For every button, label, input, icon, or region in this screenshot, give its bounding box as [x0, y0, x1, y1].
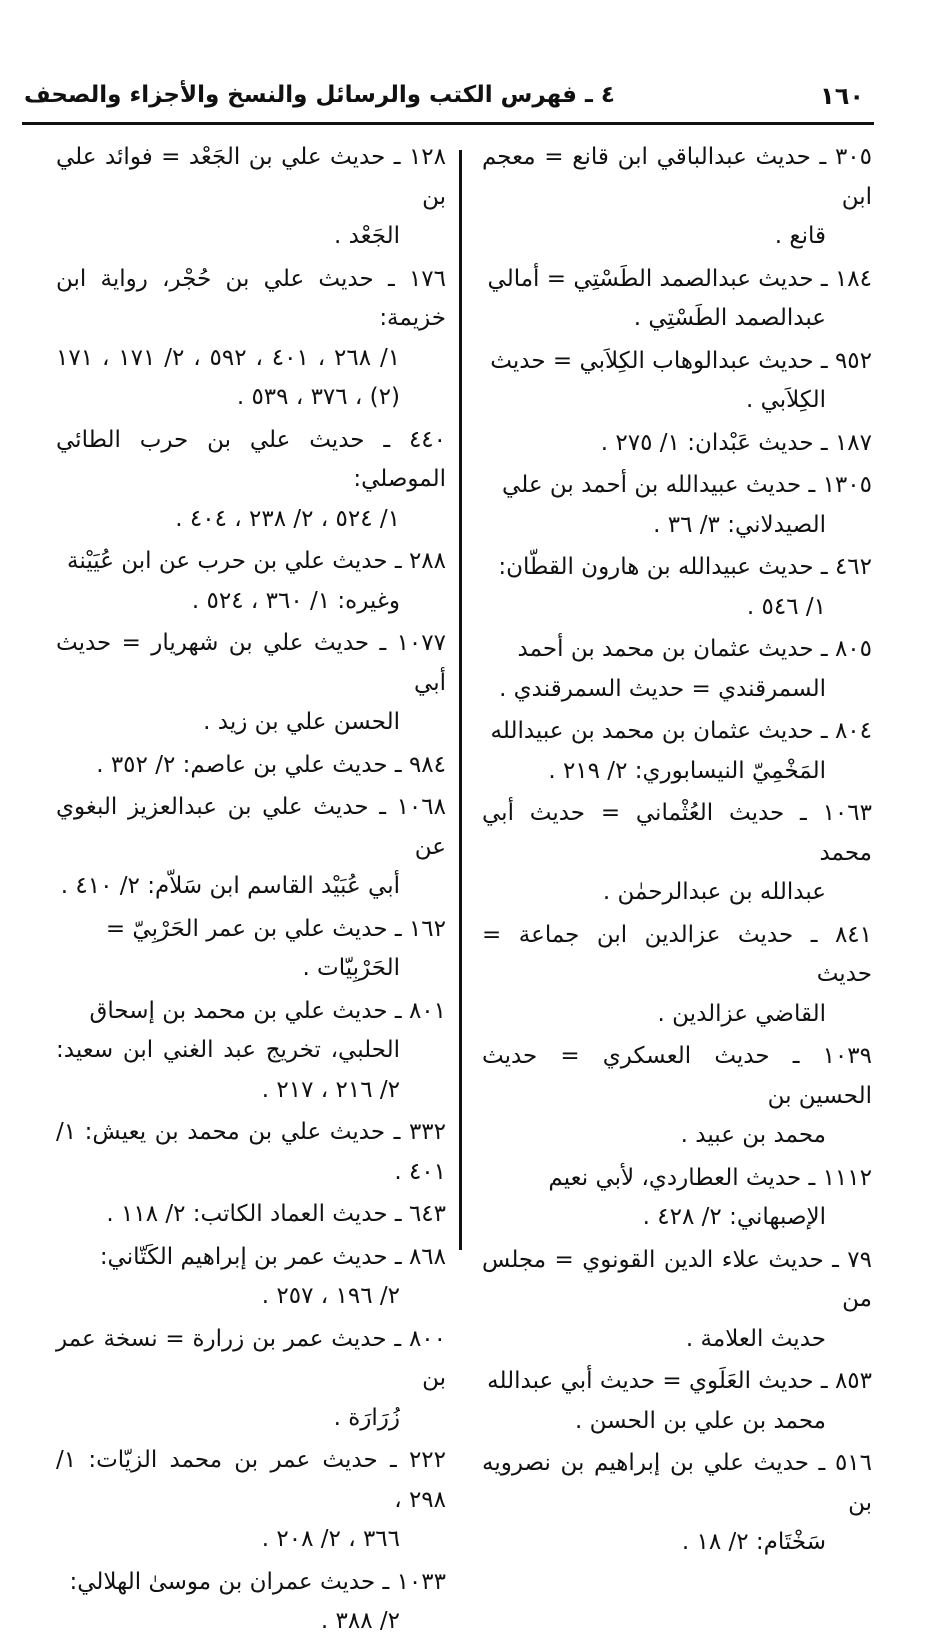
index-entry-text: ١٦٢ ـ حديث علي بن عمر الحَرْبِيّ =: [105, 915, 446, 942]
index-entry: [482, 138, 872, 257]
index-entry-text: ٦٤٣ ـ حديث العماد الكاتب: ٢/ ١١٨ .: [106, 1201, 446, 1227]
index-entry-text: ٢٨٨ ـ حديث علي بن حرب عن ابن عُيَيْنة: [67, 548, 446, 574]
index-entry-text: ٨٠٥ ـ حديث عثمان بن محمد بن أحمد: [517, 636, 872, 662]
index-entry-text: ٨٠١ ـ حديث علي بن محمد بن إسحاق: [89, 997, 446, 1024]
index-entry-continuation: وغيره: ١/ ٣٦٠ ، ٥٢٤ .: [191, 587, 400, 614]
index-entry-text: ٨٦٨ ـ حديث عمر بن إبراهيم الكَتّاني:: [99, 1243, 446, 1270]
index-entry: [56, 788, 446, 907]
index-entry-text: ٧٩ ـ حديث علاء الدين القونوي = مجلس من: [482, 1246, 872, 1312]
index-entry: [482, 1159, 872, 1238]
index-entry: [482, 712, 872, 791]
index-entry-text: ١٠٣٣ ـ حديث عمران بن موسىٰ الهلالي:: [69, 1568, 446, 1595]
index-entry: [482, 424, 872, 464]
index-entry: [482, 794, 872, 913]
index-entry-continuation: أبي عُبَيْد القاسم ابن سَلاّم: ٢/ ٤١٠ .: [60, 873, 400, 899]
index-entry-text: ٨٤١ ـ حديث عزالدين ابن جماعة = حديث: [482, 921, 872, 987]
index-entry-continuation: سَخْتَام: ٢/ ١٨ .: [681, 1529, 826, 1555]
index-entry-continuation: الجَعْد .: [333, 223, 400, 249]
index-entry-text: ١٨٧ ـ حديث عَبْدان: ١/ ٢٧٥ .: [600, 429, 872, 456]
index-entry-continuation: الكِلاَبي .: [745, 387, 826, 413]
index-entry: [482, 342, 872, 421]
index-entry-continuation: الحَرْبِيّات .: [302, 955, 400, 981]
index-entry: [482, 916, 872, 1035]
index-entry: [482, 1037, 872, 1156]
index-entry: [56, 542, 446, 621]
page-number: ١٦٠: [820, 82, 864, 110]
index-entry-text: ١٨٤ ـ حديث عبدالصمد الطَسْتِي = أمالي: [487, 265, 872, 292]
index-entry-continuation: المَخْمِيّ النيسابوري: ٢/ ٢١٩ .: [548, 757, 826, 784]
index-entry: [482, 466, 872, 545]
index-entry: [482, 260, 872, 339]
index-entry-text: ١١١٢ ـ حديث العطاردي، لأبي نعيم: [548, 1164, 872, 1191]
index-entry-text: ٤٦٢ ـ حديث عبيدالله بن هارون القطّان:: [498, 554, 872, 580]
index-entry-continuation: محمد بن علي بن الحسن .: [574, 1407, 826, 1434]
index-entry-continuation: الحلبي، تخريج عبد الغني ابن سعيد: ٢/ ٢١٦ ، ٢١٧ .: [56, 1037, 400, 1103]
index-entry: [56, 1320, 446, 1439]
index-entry-text: ٨٥٣ ـ حديث العَلَوي = حديث أبي عبدالله: [487, 1368, 872, 1394]
index-entry-continuation: قانع .: [774, 223, 826, 249]
header-rule: [22, 122, 874, 125]
index-entry-text: ١٠٣٩ ـ حديث العسكري = حديث الحسين بن: [482, 1043, 872, 1109]
index-entry-continuation: حديث العلامة .: [685, 1325, 826, 1352]
index-entry-continuation: ١/ ٥٤٦ .: [746, 593, 826, 620]
index-entry-continuation: محمد بن عبيد .: [680, 1122, 826, 1148]
index-entry: [56, 746, 446, 786]
index-entry-text: ١٧٦ ـ حديث علي بن حُجْر، رواية ابن خزيمة:: [56, 265, 446, 331]
index-entry: [56, 260, 446, 418]
index-entry-text: ٨٠٤ ـ حديث عثمان بن محمد بن عبيدالله: [490, 718, 872, 744]
index-entry-text: ١٠٧٧ ـ حديث علي بن شهريار = حديث أبي: [56, 630, 446, 696]
index-entry-text: ٥١٦ ـ حديث علي بن إبراهيم بن نصرويه بن: [482, 1450, 872, 1516]
index-entry-continuation: عبدالصمد الطَسْتِي .: [633, 305, 826, 331]
index-entry-text: ٨٠٠ ـ حديث عمر بن زرارة = نسخة عمر بن: [56, 1325, 446, 1391]
index-entry-continuation: السمرقندي = حديث السمرقندي .: [499, 675, 826, 702]
index-entry-continuation: الإصبهاني: ٢/ ٤٢٨ .: [642, 1204, 826, 1230]
index-entry-text: ١٠٦٣ ـ حديث العُثْماني = حديث أبي محمد: [482, 800, 872, 866]
left-column: [56, 138, 446, 1645]
index-entry-continuation: ٣٦٦ ، ٢/ ٢٠٨ .: [261, 1526, 400, 1552]
index-entry-continuation: الصيدلاني: ٣/ ٣٦ .: [653, 511, 826, 538]
index-entry-continuation: زُرَارَة .: [333, 1404, 400, 1431]
index-entry-text: ١٣٠٥ ـ حديث عبيدالله بن أحمد بن علي: [502, 472, 872, 498]
running-title: ٤ ـ فهرس الكتب والرسائل والنسخ والأجزاء والصحف: [24, 82, 615, 108]
index-entry-text: ٩٨٤ ـ حديث علي بن عاصم: ٢/ ٣٥٢ .: [96, 751, 446, 778]
index-entry-text: ٢٢٢ ـ حديث عمر بن محمد الزيّات: ١/ ٢٩٨ ،: [56, 1447, 446, 1513]
index-entry: [56, 1563, 446, 1642]
index-entry: [56, 992, 446, 1111]
index-entry: [56, 1238, 446, 1317]
index-entry: [56, 421, 446, 540]
index-entry: [56, 1195, 446, 1235]
column-divider: [459, 150, 462, 1250]
index-entry: [56, 138, 446, 257]
index-entry: [56, 910, 446, 989]
index-entry-continuation: الحسن علي بن زيد .: [203, 709, 400, 735]
index-entry-text: ٣٣٢ ـ حديث علي بن محمد بن يعيش: ١/ ٤٠١ .: [56, 1119, 446, 1185]
index-entry-continuation: عبدالله بن عبدالرحمٰن .: [602, 879, 826, 905]
index-entry-text: ١٠٦٨ ـ حديث علي بن عبدالعزيز البغوي عن: [56, 794, 446, 860]
index-entry-text: ٤٤٠ ـ حديث علي بن حرب الطائي الموصلي:: [56, 426, 446, 492]
index-entry-continuation: ١/ ٥٢٤ ، ٢/ ٢٣٨ ، ٤٠٤ .: [175, 505, 400, 532]
index-entry-text: ٣٠٥ ـ حديث عبدالباقي ابن قانع = معجم ابن: [482, 144, 872, 210]
index-entry-continuation: ٢/ ١٩٦ ، ٢٥٧ .: [261, 1283, 400, 1309]
index-entry: [56, 624, 446, 743]
index-entry: [482, 548, 872, 627]
index-entry: [482, 1241, 872, 1360]
index-entry: [482, 1444, 872, 1563]
index-entry: [482, 1362, 872, 1441]
index-entry: [482, 630, 872, 709]
index-entry-text: ٩٥٢ ـ حديث عبدالوهاب الكِلاَبي = حديث: [490, 347, 872, 374]
index-entry: [56, 1441, 446, 1560]
index-entry-text: ١٢٨ ـ حديث علي بن الجَعْد = فوائد علي بن: [56, 144, 446, 210]
index-entry-continuation: ٢/ ٣٨٨ .: [320, 1608, 400, 1634]
index-entry-continuation: القاضي عزالدين .: [657, 1000, 826, 1027]
right-column: [482, 138, 872, 1566]
index-entry-continuation: ١/ ٢٦٨ ، ٤٠١ ، ٥٩٢ ، ٢/ ١٧١ ، ١٧١ (٢) ، ٣٧٦ ، ٥٣٩ .: [56, 344, 401, 410]
index-entry: [56, 1113, 446, 1192]
